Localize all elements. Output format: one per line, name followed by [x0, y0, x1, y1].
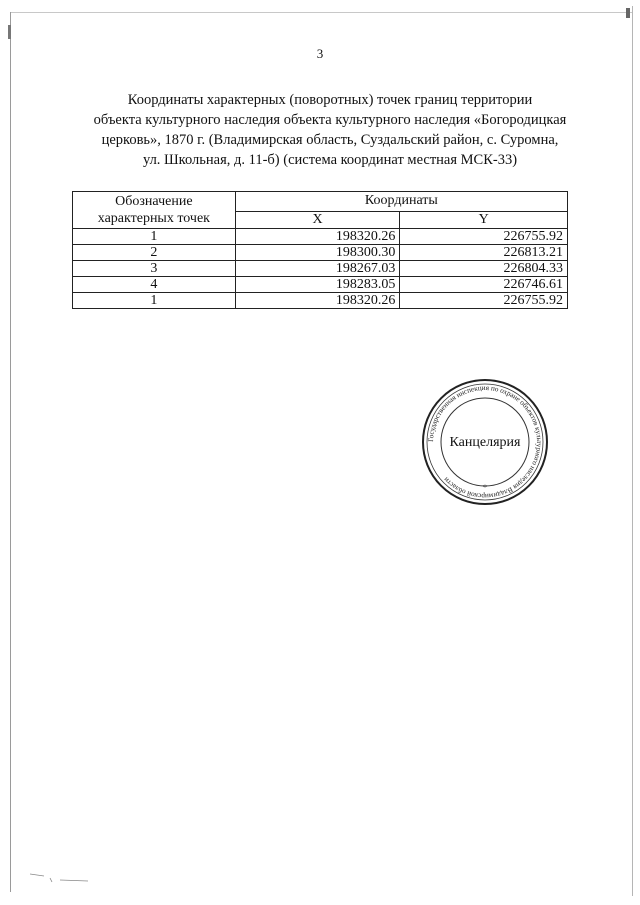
x-value: 198300.30 — [235, 245, 400, 261]
scan-mark-top-left — [8, 25, 11, 39]
x-value: 198283.05 — [235, 277, 400, 293]
stamp-center-text: Канцелярия — [449, 435, 521, 450]
header-x: X — [235, 211, 400, 228]
point-label: 3 — [73, 261, 236, 277]
scan-mark-top-right — [626, 8, 630, 18]
table-row — [73, 277, 568, 293]
x-value: 198320.26 — [235, 293, 400, 309]
scan-edge-left — [10, 12, 11, 892]
title-line: церковь», 1870 г. (Владимирская область, Суздальский район, с. Суромна, — [101, 132, 559, 148]
point-label: 1 — [73, 229, 236, 245]
stamp-seal — [415, 378, 555, 506]
y-value: 226746.61 — [400, 277, 568, 293]
point-label: 1 — [73, 293, 236, 309]
table-row — [73, 261, 568, 277]
stamp-ring-text: Государственная инспекция по охране объектов культурного наследия Владимирской области — [426, 383, 544, 501]
y-value: 226755.92 — [400, 229, 568, 245]
x-value: 198267.03 — [235, 261, 400, 277]
document-title — [80, 90, 580, 170]
coordinates-table — [72, 191, 568, 309]
y-value: 226804.33 — [400, 261, 568, 277]
point-label: 4 — [73, 277, 236, 293]
scan-edge-right — [632, 6, 633, 896]
title-line: объекта культурного наследия объекта культурного наследия «Богородицкая — [93, 112, 567, 128]
x-value: 198320.26 — [235, 229, 400, 245]
stamp-star-icon: * — [483, 483, 487, 492]
scan-marks-bottom-left — [30, 872, 90, 884]
header-y: Y — [400, 211, 568, 228]
title-line: ул. Школьная, д. 11-б) (система координат местная МСК-33) — [142, 152, 518, 168]
y-value: 226755.92 — [400, 293, 568, 309]
table-row — [73, 293, 568, 309]
office-stamp — [415, 378, 555, 506]
table-row — [73, 245, 568, 261]
table-row — [73, 229, 568, 245]
header-point-designation: Обозначение характерных точек — [73, 192, 236, 229]
point-label: 2 — [73, 245, 236, 261]
y-value: 226813.21 — [400, 245, 568, 261]
title-line: Координаты характерных (поворотных) точек границ территории — [127, 92, 533, 108]
header-coordinates: Координаты — [235, 192, 567, 212]
page-number: 3 — [316, 46, 324, 61]
scan-edge-top — [10, 12, 632, 13]
